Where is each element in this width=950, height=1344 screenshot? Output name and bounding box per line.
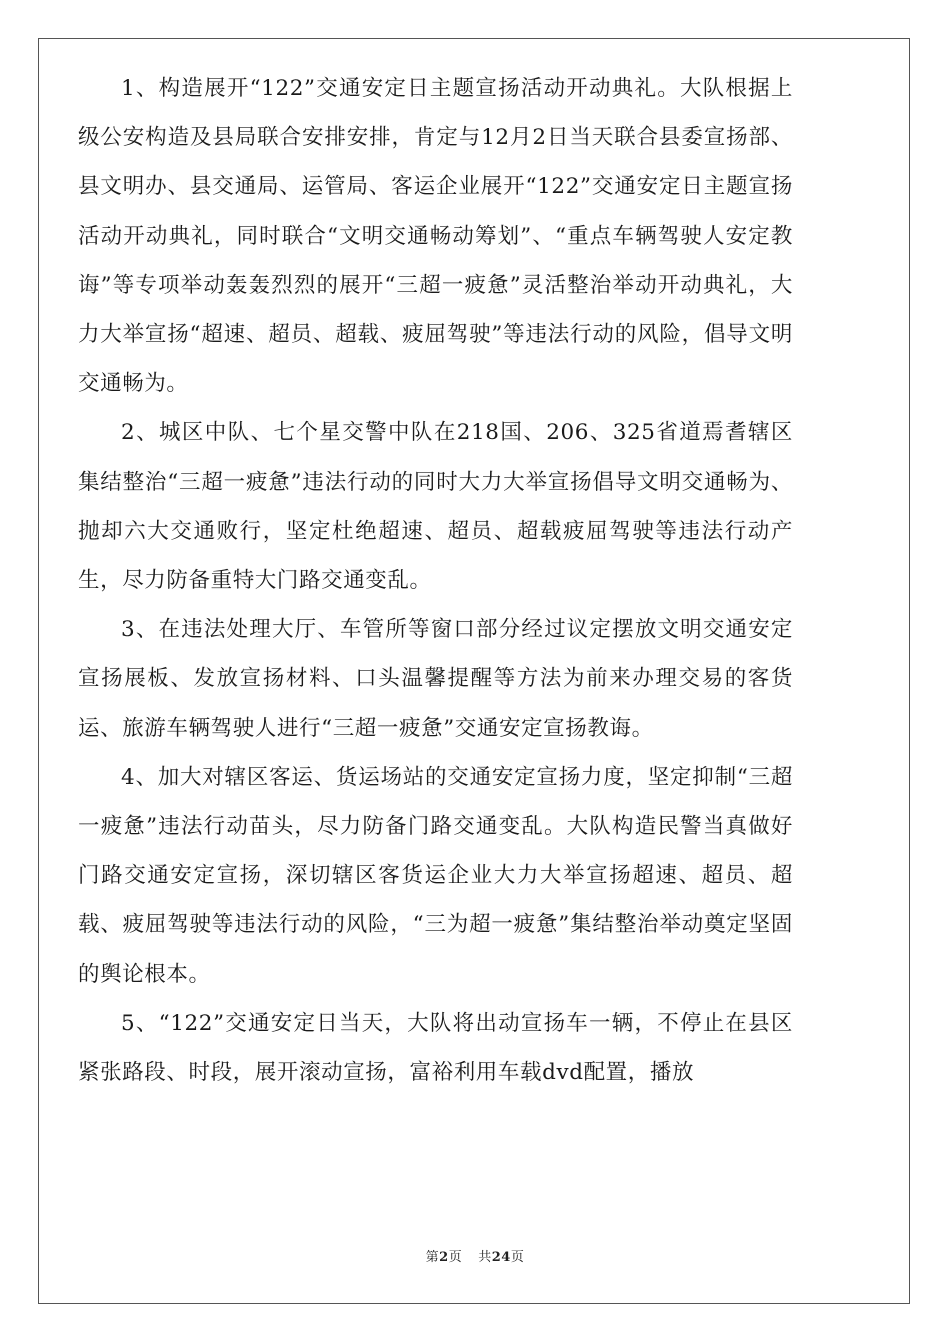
paragraph-5: 5、“122”交通安定日当天，大队将出动宣扬车一辆，不停止在县区紧张路段、时段，展开滚动宣扬，富裕利用车载dvd配置，播放 [78, 1010, 793, 1086]
page-suffix: 页 [448, 1250, 463, 1265]
page-current: 2 [439, 1250, 449, 1265]
page-footer [0, 1246, 950, 1265]
paragraph-4: 4、加大对辖区客运、货运场站的交通安定宣扬力度，坚定抑制“三超一疲惫”违法行动苗头，尽力防备门路交通变乱。大队构造民警当真做好门路交通安定宣扬，深切辖区客货运企业大力大举宣扬超速、超员、超载、疲屈驾驶等违法行动的风险，“三为超一疲惫”集结整治举动奠定坚固的舆论根本。 [78, 764, 793, 987]
document-body [78, 64, 793, 1097]
paragraph-3: 3、在违法处理大厅、车管所等窗口部分经过议定摆放文明交通安定宣扬展板、发放宣扬材料、口头温馨提醒等方法为前来办理交易的客货运、旅游车辆驾驶人进行“三超一疲惫”交通安定宣扬教诲。 [78, 617, 793, 741]
page-prefix: 第 [425, 1250, 440, 1265]
total-suffix: 页 [510, 1250, 525, 1265]
total-prefix: 共 [478, 1250, 492, 1265]
paragraph-2: 2、城区中队、七个星交警中队在218国、206、325省道焉耆辖区集结整治“三超一疲惫”违法行动的同时大力大举宣扬倡导文明交通畅为、抛却六大交通败行，坚定杜绝超速、超员、超载疲屈驾驶等违法行动产生，尽力防备重特大门路交通变乱。 [78, 420, 793, 594]
page-total: 24 [491, 1250, 511, 1265]
paragraph-1: 1、构造展开“122”交通安定日主题宣扬活动开动典礼。大队根据上级公安构造及县局联合安排安排，肯定与12月2日当天联合县委宣扬部、县文明办、县交通局、运管局、客运企业展开“122”交通安定日主题宣扬活动开动典礼，同时联合“文明交通畅动筹划”、“重点车辆驾驶人安定教诲”等专项举动轰轰烈烈的展开“三超一疲惫”灵活整治举动开动典礼，大力大举宣扬“超速、超员、超载、疲屈驾驶”等违法行动的风险，倡导文明交通畅为。 [78, 76, 793, 397]
